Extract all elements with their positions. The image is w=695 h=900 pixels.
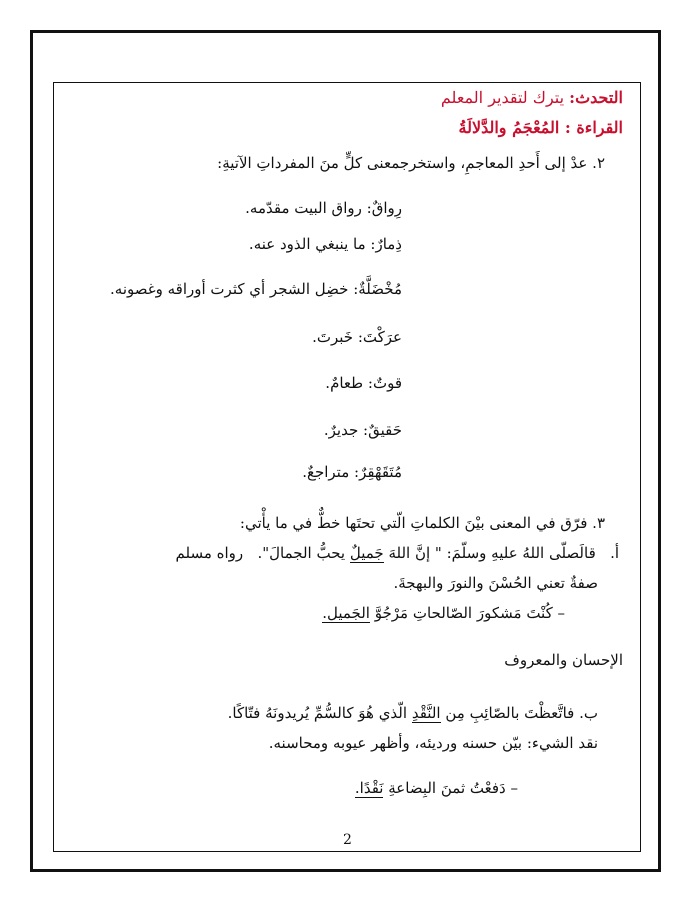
vocab-item	[312, 327, 402, 347]
q3a-example-meaning: الإحسان والمعروف	[504, 651, 623, 669]
q2-prompt-text: عدْ إلى أَحدِ المعاجمِ، واستخرجمعنى كلٍّ منَ المفرداتِ الآتيةِ:	[217, 154, 588, 172]
q3-prompt	[240, 513, 605, 533]
q3a-example-pre: – كُنْتَ مَشكورَ الصّالحاتِ مَرْجُوَّ	[374, 604, 565, 622]
q3-prompt-text: فرّق في المعنى بيْنَ الكلماتِ الّتي تحتَها خطٌّ في ما يأْتي:	[239, 514, 588, 532]
vocab-meaning: ما ينبغي الذود عنه.	[248, 235, 366, 253]
speaking-note: يترك لتقدير المعلم	[440, 88, 565, 107]
q3-number: ٣.	[592, 514, 605, 532]
vocab-meaning: خضِل الشجر أي كثرت أوراقه وغصونه.	[110, 280, 349, 298]
vocab-item	[110, 279, 402, 299]
speaking-line	[441, 88, 623, 108]
q3b-pre: فاتَّعظْتَ بالصّائِبِ مِن	[445, 704, 575, 722]
q3b-letter: ب.	[579, 704, 598, 722]
vocab-item	[245, 198, 402, 218]
vocab-item	[302, 462, 402, 482]
q3b-example	[355, 778, 518, 798]
vocab-meaning: طعامٌ.	[325, 374, 364, 392]
q3b-line	[228, 703, 598, 723]
q3a-pre: قالَصلّى اللهُ عليهِ وسلّمَ: " إنَّ اللهَ	[388, 544, 596, 562]
vocab-word: ذِمارٌ:	[370, 235, 402, 253]
vocab-item	[325, 373, 402, 393]
q3a-post: يحبُّ الجمالَ".	[257, 544, 346, 562]
vocab-item	[249, 234, 402, 254]
q3a-example-underlined: الجَميل.	[322, 604, 370, 622]
vocab-word: عرَكْتَ:	[357, 328, 402, 346]
speaking-label: التحدث:	[569, 88, 623, 107]
vocab-meaning: متراجعٌ.	[302, 463, 350, 481]
q3a-line	[176, 543, 620, 563]
q2-number: ٢.	[592, 154, 605, 172]
vocab-meaning: خَبرتَ.	[312, 328, 354, 346]
vocab-word: حَقيقٌ:	[363, 421, 402, 439]
vocab-meaning: جديرٌ.	[323, 421, 359, 439]
q3b-example-pre: – دَفعْتُ ثمنَ البِضاعةِ	[388, 779, 518, 797]
q3a-letter: أ.	[610, 544, 619, 562]
vocab-meaning: رواق البيت مقدّمه.	[245, 199, 362, 217]
q3b-underlined-word: النَّقْدِ	[411, 704, 441, 722]
q2-prompt	[217, 153, 605, 173]
page-number: 2	[343, 832, 352, 848]
vocab-word: قوتٌ:	[367, 374, 402, 392]
vocab-word: مُتَقَهْقِرٌ:	[354, 463, 402, 481]
q3b-explanation: نقد الشيء: بيّن حسنه ورديئه، وأظهر عيوبه ومحاسنه.	[268, 734, 598, 752]
q3a-source: رواه مسلم	[175, 544, 244, 562]
q3a-underlined-word: جَميلٌ	[349, 544, 384, 562]
q3b-example-underlined: نَقْدًا.	[354, 779, 384, 797]
vocab-item	[324, 420, 402, 440]
reading-heading: القراءة : المُعْجَمُ والدَّلالَةُ	[458, 118, 623, 137]
q3a-example	[322, 603, 565, 623]
q3b-post: الّذي هُوَ كالسُّمِّ يُريدونَهُ فتّاكًا.	[227, 704, 408, 722]
vocab-word: مُخْضَلَّةٌ:	[353, 280, 402, 298]
q3a-explanation: صفةٌ تعني الحُسْنَ والنورَ والبهجةَ.	[393, 574, 598, 592]
vocab-word: رِواقٌ:	[366, 199, 402, 217]
